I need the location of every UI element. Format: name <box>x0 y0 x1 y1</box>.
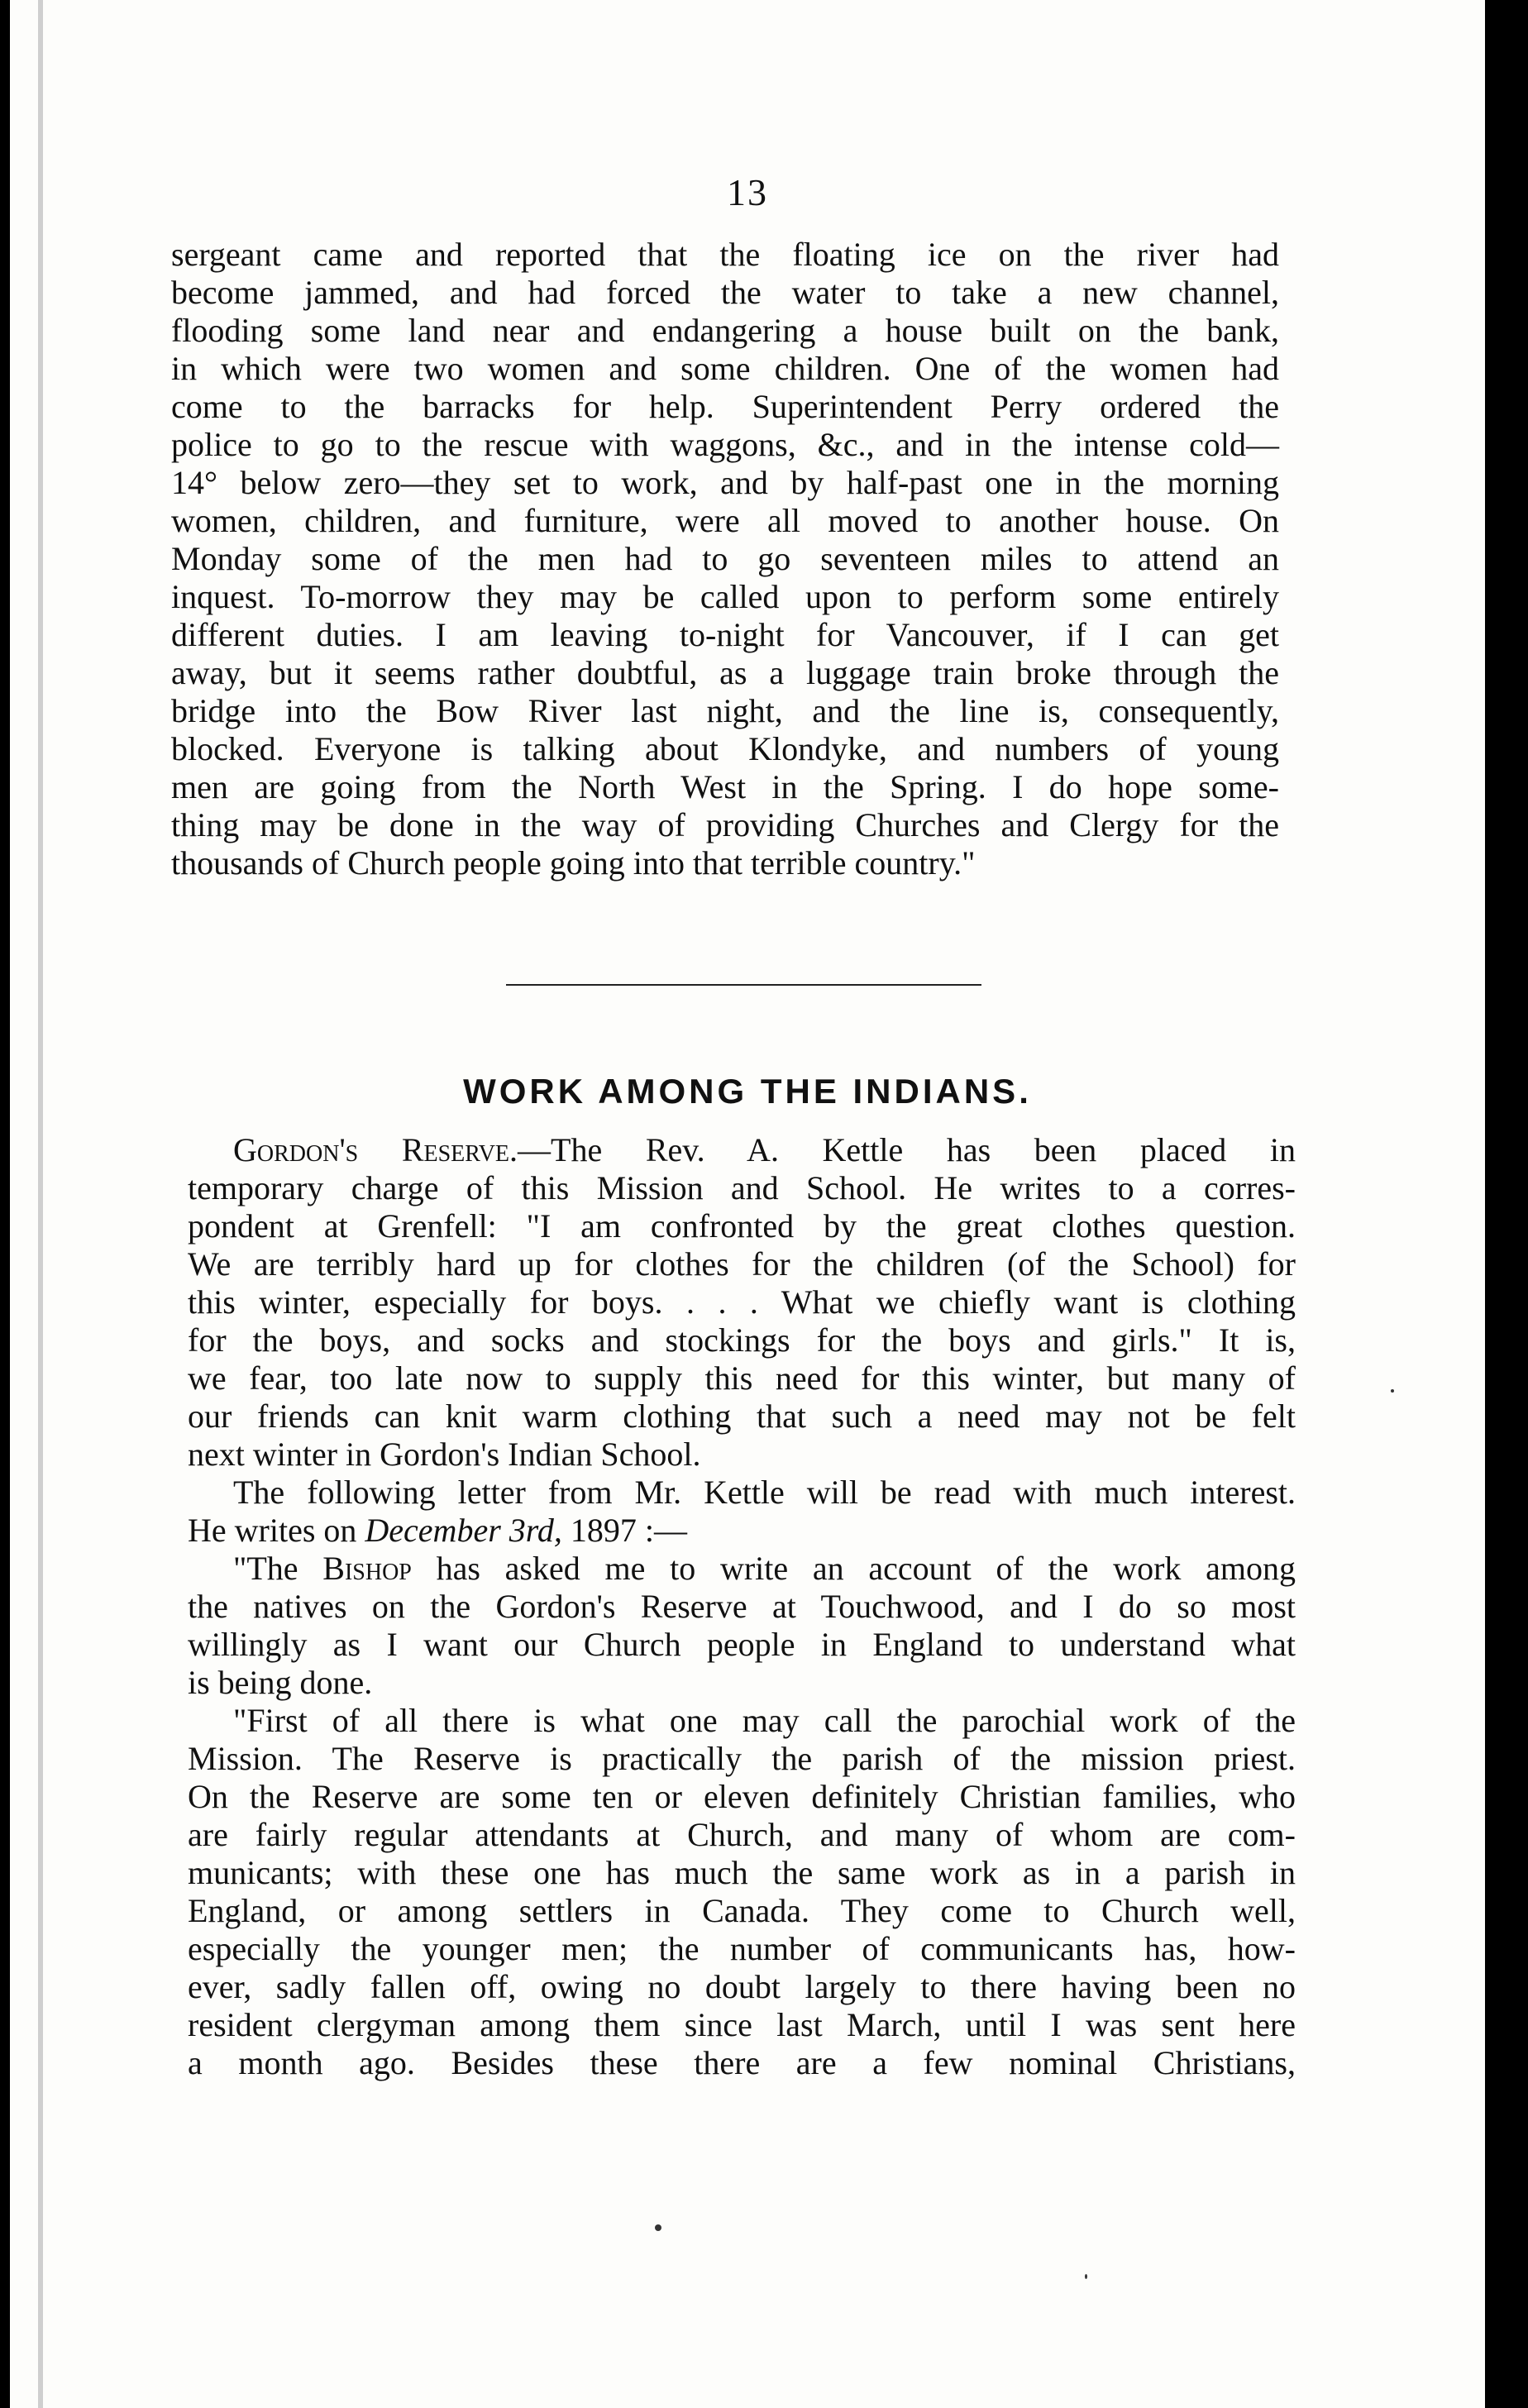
scanned-page <box>10 0 1485 2408</box>
text-line: for the boys, and socks and stockings for the boys and girls." It is, <box>188 1321 1296 1359</box>
text-line: blocked. Everyone is talking about Klondyke, and numbers of young <box>171 730 1279 767</box>
text-line: police to go to the rescue with waggons, &c., and in the intense cold— <box>171 426 1279 463</box>
text-line: inquest. To-morrow they may be called upon to perform some entirely <box>171 578 1279 615</box>
section-divider-rule <box>506 984 981 986</box>
text-line <box>188 1550 1296 1588</box>
text-line: become jammed, and had forced the water to take a new channel, <box>171 274 1279 311</box>
text-line: The following letter from Mr. Kettle will be read with much interest. <box>233 1474 1296 1511</box>
text-line: willingly as I want our Church people in England to understand what <box>188 1626 1296 1663</box>
text-line: in which were two women and some children. One of the women had <box>171 350 1279 387</box>
paper-speck <box>655 2224 661 2231</box>
text-line: thousands of Church people going into that terrible country." <box>171 844 976 882</box>
text-line: our friends can knit warm clothing that such a need may not be felt <box>188 1398 1296 1435</box>
text-line: especially the younger men; the number of communicants has, how- <box>188 1930 1296 1967</box>
text-fragment: "The <box>233 1550 323 1587</box>
text-line: sergeant came and reported that the floating ice on the river had <box>171 236 1279 273</box>
text-line: are fairly regular attendants at Church, and many of whom are com- <box>188 1816 1296 1853</box>
text-line: temporary charge of this Mission and School. He writes to a corres- <box>188 1169 1296 1206</box>
text-line: pondent at Grenfell: "I am confronted by the great clothes question. <box>188 1207 1296 1245</box>
text-line <box>188 1131 1296 1169</box>
section-heading: WORK AMONG THE INDIANS. <box>463 1072 1032 1111</box>
text-fragment: 1897 :— <box>561 1512 687 1549</box>
text-line: On the Reserve are some ten or eleven definitely Christian families, who <box>188 1778 1296 1815</box>
bishop-title: Bishop <box>322 1550 412 1587</box>
text-line: men are going from the North West in the Spring. I do hope some- <box>171 768 1279 805</box>
text-line: different duties. I am leaving to-night for Vancouver, if I can get <box>171 616 1279 653</box>
text-line: come to the barracks for help. Superintendent Perry ordered the <box>171 388 1279 425</box>
text-line: thing may be done in the way of providing Churches and Clergy for the <box>171 806 1279 843</box>
text-line: Monday some of the men had to go seventeen miles to attend an <box>171 540 1279 577</box>
indian-work-section-body <box>188 1131 1296 2082</box>
letter-date: December 3rd, <box>365 1512 562 1549</box>
text-line: next winter in Gordon's Indian School. <box>188 1436 701 1473</box>
text-line: this winter, especially for boys. . . . What we chiefly want is clothing <box>188 1283 1296 1321</box>
paper-speck <box>1391 1389 1394 1393</box>
text-line: 14° below zero—they set to work, and by half-past one in the morning <box>171 464 1279 501</box>
text-line: a month ago. Besides these there are a few nominal Christians, <box>188 2044 1296 2081</box>
paper-speck <box>1085 2274 1087 2279</box>
text-line: women, children, and furniture, were all moved to another house. On <box>171 502 1279 539</box>
text-line: we fear, too late now to supply this need for this winter, but many of <box>188 1359 1296 1397</box>
text-line: flooding some land near and endangering a house built on the bank, <box>171 312 1279 349</box>
text-line: is being done. <box>188 1664 373 1701</box>
text-line: "First of all there is what one may call the parochial work of the <box>233 1702 1296 1739</box>
reserve-name-lead: Gordon's Reserve. <box>233 1131 518 1168</box>
text-line: the natives on the Gordon's Reserve at Touchwood, and I do so most <box>188 1588 1296 1625</box>
text-line: England, or among settlers in Canada. They come to Church well, <box>188 1892 1296 1929</box>
text-line: municants; with these one has much the same work as in a parish in <box>188 1854 1296 1891</box>
text-line: ever, sadly fallen off, owing no doubt largely to there having been no <box>188 1968 1296 2005</box>
continued-letter-paragraph <box>171 236 1279 882</box>
page-number: 13 <box>727 171 768 213</box>
text-line: bridge into the Bow River last night, and the line is, consequently, <box>171 692 1279 729</box>
text-line: We are terribly hard up for clothes for the children (of the School) for <box>188 1245 1296 1283</box>
text-line: Mission. The Reserve is practically the parish of the mission priest. <box>188 1740 1296 1777</box>
text-fragment: He writes on <box>188 1512 365 1549</box>
text-line: resident clergyman among them since last March, until I was sent here <box>188 2006 1296 2043</box>
text-fragment: has asked me to write an account of the work among <box>411 1550 1296 1587</box>
text-line: away, but it seems rather doubtful, as a luggage train broke through the <box>171 654 1279 691</box>
text-fragment: —The Rev. A. Kettle has been placed in <box>518 1131 1296 1168</box>
page-gutter-shadow <box>38 0 43 2408</box>
text-line <box>188 1512 1296 1550</box>
